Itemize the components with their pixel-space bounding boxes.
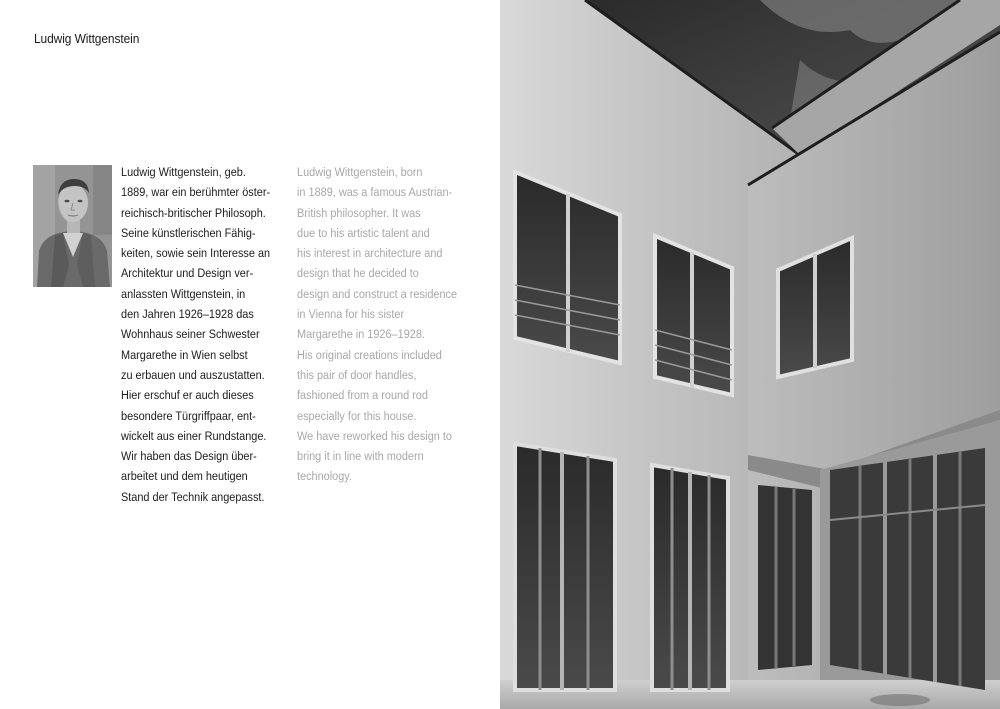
architecture-photo: [500, 0, 1000, 709]
german-text: Ludwig Wittgenstein, geb. 1889, war ein berühmter öster- reichisch-britischer Philosoph. Seine künstlerischen Fähig- keiten, sowie sein Interesse an Architektur und Design ver- anlassten Wittgenstein, in den Jahren 1926–1928 das Wohnhaus seiner Schwester Margarethe in Wien selbst zu erbauen und auszustatten. Hier erschuf er auch dieses besondere Türgriffpaar, ent- wickelt aus einer Rundstange. Wir haben das Design über- arbeitet und dem heutigen Stand der Technik angepasst.: [121, 165, 271, 504]
portrait-photo: [33, 165, 112, 287]
english-text: Ludwig Wittgenstein, born in 1889, was a famous Austrian- British philosopher. It was due to his artistic talent and his interest in architecture and design that he decided to design and construct a residence in Vienna for his sister Margarethe in 1926–1928. His original creations included this pair of door handles, fashioned from a round rod especially for this house. We have reworked his design to bring it in line with modern technology.: [297, 165, 458, 484]
page-heading: Ludwig Wittgenstein: [34, 31, 140, 46]
